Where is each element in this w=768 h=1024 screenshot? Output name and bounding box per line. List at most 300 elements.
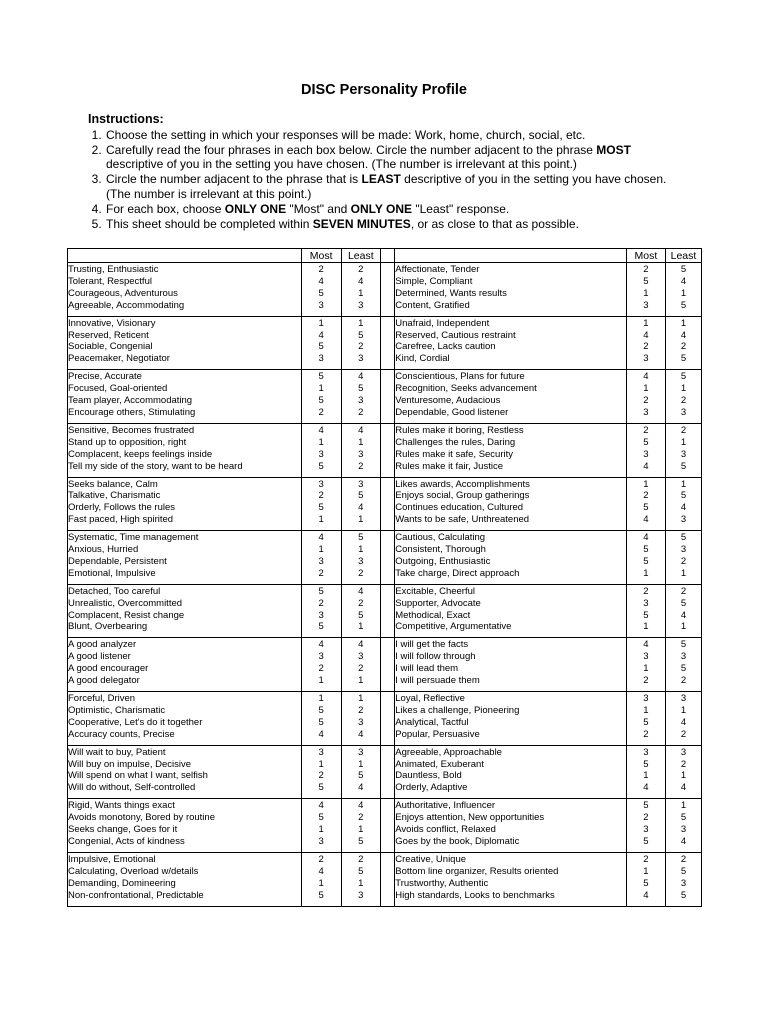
most-number[interactable]: 2 bbox=[643, 264, 649, 275]
most-number[interactable]: 4 bbox=[318, 275, 324, 287]
most-number[interactable]: 1 bbox=[643, 704, 649, 716]
least-number[interactable]: 1 bbox=[358, 824, 364, 836]
least-number[interactable]: 3 bbox=[358, 448, 364, 460]
least-number[interactable]: 2 bbox=[680, 585, 687, 597]
least-number[interactable]: 3 bbox=[680, 448, 687, 460]
least-number[interactable]: 4 bbox=[358, 639, 364, 651]
least-number[interactable]: 3 bbox=[680, 877, 687, 889]
separator-cell bbox=[380, 745, 394, 799]
least-number[interactable]: 4 bbox=[358, 502, 364, 514]
least-number[interactable]: 5 bbox=[358, 329, 364, 341]
phrase: Non-confrontational, Predictable bbox=[68, 889, 204, 901]
phrase: Wants to be safe, Unthreatened bbox=[395, 514, 530, 526]
least-cell-right bbox=[665, 423, 701, 477]
most-cell-right bbox=[626, 638, 665, 692]
phrase: Agreeable, Accommodating bbox=[68, 299, 185, 311]
phrase: Accuracy counts, Precise bbox=[68, 728, 175, 740]
instruction-text: descriptive of you in the setting you have chosen. (The number is irrelevant at this point.) bbox=[106, 157, 577, 172]
most-number[interactable]: 4 bbox=[643, 514, 649, 526]
phrase: A good listener bbox=[68, 651, 131, 663]
table-row bbox=[68, 423, 702, 477]
most-number[interactable]: 4 bbox=[318, 329, 324, 341]
least-number[interactable]: 5 bbox=[680, 865, 687, 877]
most-number[interactable]: 1 bbox=[318, 877, 324, 889]
least-number[interactable]: 2 bbox=[680, 424, 687, 436]
most-cell-right bbox=[626, 477, 665, 531]
instruction-text: descriptive of you in the setting you have chosen. (The number is irrelevant at this point.) bbox=[106, 172, 667, 201]
most-cell-right bbox=[626, 799, 665, 853]
most-number[interactable]: 2 bbox=[643, 490, 649, 502]
most-number[interactable]: 4 bbox=[643, 532, 649, 544]
most-number[interactable]: 4 bbox=[643, 782, 649, 794]
phrase: Will buy on impulse, Decisive bbox=[68, 758, 192, 770]
least-number[interactable]: 2 bbox=[358, 812, 364, 824]
least-number[interactable]: 4 bbox=[358, 371, 364, 383]
separator-cell bbox=[380, 423, 394, 477]
least-number[interactable]: 1 bbox=[358, 544, 364, 556]
most-number[interactable]: 1 bbox=[643, 567, 649, 579]
most-number[interactable]: 2 bbox=[318, 597, 324, 609]
most-number[interactable]: 5 bbox=[643, 436, 649, 448]
most-cell-left bbox=[301, 263, 341, 317]
most-number[interactable]: 1 bbox=[643, 621, 649, 633]
phrase-cell-left bbox=[68, 263, 302, 317]
most-number[interactable]: 2 bbox=[318, 567, 324, 579]
most-number[interactable]: 2 bbox=[643, 853, 649, 865]
least-number[interactable]: 5 bbox=[680, 812, 687, 824]
most-number[interactable]: 3 bbox=[318, 746, 324, 758]
least-cell-left bbox=[341, 477, 380, 531]
phrase-cell-left bbox=[68, 584, 302, 638]
least-number[interactable]: 3 bbox=[358, 889, 364, 901]
most-number[interactable]: 3 bbox=[318, 555, 324, 567]
least-number[interactable]: 3 bbox=[680, 406, 687, 418]
most-number[interactable]: 1 bbox=[643, 317, 649, 329]
most-cell-left bbox=[301, 638, 341, 692]
instruction-emphasis: SEVEN MINUTES bbox=[312, 216, 411, 231]
phrase: Stand up to opposition, right bbox=[68, 436, 187, 448]
table-row bbox=[68, 584, 702, 638]
least-number[interactable]: 5 bbox=[680, 299, 687, 311]
most-number[interactable]: 5 bbox=[643, 835, 649, 847]
least-number[interactable]: 5 bbox=[358, 770, 364, 782]
least-number[interactable]: 4 bbox=[358, 424, 364, 436]
most-number[interactable]: 1 bbox=[318, 317, 324, 329]
most-number[interactable]: 3 bbox=[318, 835, 324, 847]
phrase-cell-right bbox=[395, 423, 627, 477]
phrase: Focused, Goal-oriented bbox=[68, 383, 168, 395]
phrase: Reserved, Reticent bbox=[68, 329, 149, 341]
phrase: Anxious, Hurried bbox=[68, 544, 139, 556]
least-number[interactable]: 2 bbox=[358, 406, 364, 418]
most-number[interactable]: 4 bbox=[318, 728, 324, 740]
most-number[interactable]: 4 bbox=[318, 865, 324, 877]
most-number[interactable]: 3 bbox=[643, 651, 649, 663]
least-number[interactable]: 1 bbox=[680, 383, 687, 395]
least-number[interactable]: 5 bbox=[680, 532, 687, 544]
phrase: A good delegator bbox=[68, 675, 140, 687]
least-number[interactable]: 2 bbox=[358, 567, 364, 579]
least-number[interactable]: 3 bbox=[358, 555, 364, 567]
least-number[interactable]: 1 bbox=[680, 621, 687, 633]
most-number[interactable]: 3 bbox=[318, 609, 324, 621]
most-number[interactable]: 3 bbox=[318, 448, 324, 460]
least-cell-left bbox=[341, 423, 380, 477]
header-separator bbox=[380, 249, 394, 263]
most-number[interactable]: 5 bbox=[643, 544, 649, 556]
least-number[interactable]: 2 bbox=[680, 395, 687, 407]
phrase: Demanding, Domineering bbox=[68, 877, 176, 889]
most-number[interactable]: 3 bbox=[318, 353, 324, 365]
least-cell-right bbox=[665, 477, 701, 531]
least-number[interactable]: 3 bbox=[358, 478, 364, 490]
least-number[interactable]: 2 bbox=[680, 675, 687, 687]
phrase: Creative, Unique bbox=[395, 853, 467, 865]
least-cell-left bbox=[341, 370, 380, 424]
least-number[interactable]: 1 bbox=[358, 675, 364, 687]
phrase: Calculating, Overload w/details bbox=[68, 865, 199, 877]
most-number[interactable]: 2 bbox=[643, 812, 649, 824]
separator-cell bbox=[380, 531, 394, 585]
most-number[interactable]: 3 bbox=[643, 299, 649, 311]
phrase: Congenial, Acts of kindness bbox=[68, 835, 185, 847]
most-number[interactable]: 4 bbox=[643, 371, 649, 383]
separator-cell bbox=[380, 263, 394, 317]
most-number[interactable]: 5 bbox=[643, 800, 649, 812]
most-number[interactable]: 5 bbox=[318, 716, 324, 728]
least-number[interactable]: 4 bbox=[358, 800, 364, 812]
phrase: Carefree, Lacks caution bbox=[395, 341, 496, 353]
phrase-cell-left bbox=[68, 852, 302, 906]
most-number[interactable]: 3 bbox=[318, 478, 324, 490]
least-number[interactable]: 5 bbox=[358, 865, 364, 877]
least-number[interactable]: 1 bbox=[358, 514, 364, 526]
least-number[interactable]: 3 bbox=[358, 716, 364, 728]
least-number[interactable]: 3 bbox=[680, 746, 687, 758]
most-number[interactable]: 5 bbox=[643, 716, 649, 728]
phrase-cell-right bbox=[395, 852, 627, 906]
least-number[interactable]: 2 bbox=[358, 853, 364, 865]
phrase: Challenges the rules, Daring bbox=[395, 436, 516, 448]
least-number[interactable]: 1 bbox=[358, 877, 364, 889]
most-cell-left bbox=[301, 531, 341, 585]
most-number[interactable]: 1 bbox=[643, 478, 649, 490]
header-blank-right bbox=[395, 249, 627, 263]
most-number[interactable]: 5 bbox=[643, 609, 649, 621]
least-number[interactable]: 4 bbox=[358, 275, 364, 287]
most-number[interactable]: 5 bbox=[318, 460, 324, 472]
most-number[interactable]: 5 bbox=[318, 395, 324, 407]
least-number[interactable]: 4 bbox=[358, 585, 364, 597]
least-cell-right bbox=[665, 799, 701, 853]
phrase: Innovative, Visionary bbox=[68, 317, 156, 329]
header-least-left: Least bbox=[341, 249, 380, 263]
most-number[interactable]: 4 bbox=[643, 889, 649, 901]
separator-cell bbox=[380, 370, 394, 424]
most-cell-left bbox=[301, 316, 341, 370]
most-number[interactable]: 2 bbox=[643, 424, 649, 436]
least-number[interactable]: 1 bbox=[680, 317, 687, 329]
most-number[interactable]: 2 bbox=[318, 853, 324, 865]
most-number[interactable]: 5 bbox=[643, 877, 649, 889]
least-number[interactable]: 3 bbox=[680, 514, 687, 526]
most-number[interactable]: 5 bbox=[643, 555, 649, 567]
most-number[interactable]: 5 bbox=[318, 585, 324, 597]
least-number[interactable]: 2 bbox=[680, 853, 687, 865]
least-number[interactable]: 1 bbox=[358, 758, 364, 770]
least-number[interactable]: 5 bbox=[358, 490, 364, 502]
least-number[interactable]: 3 bbox=[680, 693, 687, 704]
phrase: Avoids conflict, Relaxed bbox=[395, 824, 496, 836]
phrase: Seeks change, Goes for it bbox=[68, 824, 178, 836]
most-number[interactable]: 2 bbox=[318, 406, 324, 418]
least-number[interactable]: 1 bbox=[680, 770, 687, 782]
least-number[interactable]: 3 bbox=[358, 299, 364, 311]
most-number[interactable]: 5 bbox=[318, 782, 324, 794]
most-number[interactable]: 4 bbox=[318, 532, 324, 544]
most-cell-left bbox=[301, 370, 341, 424]
least-number[interactable]: 4 bbox=[680, 502, 687, 514]
most-number[interactable]: 5 bbox=[318, 371, 324, 383]
phrase: Forceful, Driven bbox=[68, 693, 136, 704]
phrase-cell-right bbox=[395, 370, 627, 424]
least-number[interactable]: 2 bbox=[358, 663, 364, 675]
most-number[interactable]: 3 bbox=[643, 693, 649, 704]
phrase: Content, Gratified bbox=[395, 299, 470, 311]
least-number[interactable]: 1 bbox=[680, 704, 687, 716]
phrase: A good encourager bbox=[68, 663, 149, 675]
least-number[interactable]: 5 bbox=[680, 663, 687, 675]
least-number[interactable]: 4 bbox=[680, 716, 687, 728]
most-number[interactable]: 5 bbox=[318, 704, 324, 716]
most-number[interactable]: 4 bbox=[643, 639, 649, 651]
most-number[interactable]: 1 bbox=[318, 383, 324, 395]
most-number[interactable]: 2 bbox=[643, 395, 649, 407]
most-number[interactable]: 3 bbox=[643, 746, 649, 758]
least-number[interactable]: 5 bbox=[358, 532, 364, 544]
most-cell-left bbox=[301, 423, 341, 477]
most-number[interactable]: 1 bbox=[318, 544, 324, 556]
page-title: DISC Personality Profile bbox=[301, 82, 467, 98]
table-row bbox=[68, 531, 702, 585]
phrase-cell-left bbox=[68, 316, 302, 370]
least-cell-left bbox=[341, 799, 380, 853]
most-number[interactable]: 1 bbox=[643, 663, 649, 675]
least-number[interactable]: 1 bbox=[680, 436, 687, 448]
most-number[interactable]: 5 bbox=[318, 812, 324, 824]
header-blank-left bbox=[68, 249, 302, 263]
least-number[interactable]: 2 bbox=[680, 555, 687, 567]
least-number[interactable]: 5 bbox=[680, 353, 687, 365]
instruction-emphasis: LEAST bbox=[361, 172, 401, 187]
most-number[interactable]: 2 bbox=[643, 585, 649, 597]
least-number[interactable]: 3 bbox=[358, 651, 364, 663]
most-number[interactable]: 4 bbox=[643, 460, 649, 472]
most-cell-left bbox=[301, 745, 341, 799]
most-number[interactable]: 3 bbox=[643, 824, 649, 836]
table-row bbox=[68, 745, 702, 799]
phrase: Reserved, Cautious restraint bbox=[395, 329, 516, 341]
phrase: Excitable, Cheerful bbox=[395, 585, 475, 597]
least-number[interactable]: 2 bbox=[358, 704, 364, 716]
phrase: Dependable, Good listener bbox=[395, 406, 509, 418]
phrase-cell-left bbox=[68, 477, 302, 531]
least-number[interactable]: 5 bbox=[680, 371, 687, 383]
most-number[interactable]: 1 bbox=[318, 693, 324, 704]
most-number[interactable]: 3 bbox=[643, 406, 649, 418]
most-number[interactable]: 5 bbox=[318, 502, 324, 514]
least-number[interactable]: 2 bbox=[358, 341, 364, 353]
least-number[interactable]: 5 bbox=[680, 460, 687, 472]
least-number[interactable]: 1 bbox=[358, 287, 364, 299]
least-number[interactable]: 5 bbox=[358, 383, 364, 395]
least-number[interactable]: 3 bbox=[680, 824, 687, 836]
instructions-list bbox=[88, 128, 688, 232]
most-number[interactable]: 1 bbox=[318, 514, 324, 526]
phrase-cell-left bbox=[68, 370, 302, 424]
least-cell-right bbox=[665, 852, 701, 906]
most-number[interactable]: 1 bbox=[643, 383, 649, 395]
most-number[interactable]: 3 bbox=[643, 353, 649, 365]
least-number[interactable]: 1 bbox=[680, 800, 687, 812]
least-number[interactable]: 2 bbox=[680, 728, 687, 740]
phrase: Likes awards, Accomplishments bbox=[395, 478, 530, 490]
least-number[interactable]: 3 bbox=[680, 651, 687, 663]
least-number[interactable]: 3 bbox=[358, 353, 364, 365]
phrase: Methodical, Exact bbox=[395, 609, 471, 621]
least-number[interactable]: 5 bbox=[680, 639, 687, 651]
phrase: Conscientious, Plans for future bbox=[395, 371, 525, 383]
most-number[interactable]: 2 bbox=[643, 728, 649, 740]
phrase: Tolerant, Respectful bbox=[68, 275, 152, 287]
instruction-text: Circle the number adjacent to the phrase that is bbox=[106, 172, 362, 187]
instruction-text: Carefully read the four phrases in each box below. Circle the number adjacent to the phrase bbox=[106, 142, 597, 157]
phrase: Complacent, Resist change bbox=[68, 609, 185, 621]
instructions-heading: Instructions: bbox=[88, 112, 164, 126]
instructions bbox=[88, 112, 688, 231]
most-number[interactable]: 4 bbox=[318, 639, 324, 651]
phrase: Optimistic, Charismatic bbox=[68, 704, 166, 716]
most-number[interactable]: 3 bbox=[318, 651, 324, 663]
most-number[interactable]: 2 bbox=[318, 770, 324, 782]
least-number[interactable]: 5 bbox=[358, 835, 364, 847]
most-number[interactable]: 5 bbox=[318, 287, 324, 299]
most-number[interactable]: 5 bbox=[318, 621, 324, 633]
most-number[interactable]: 5 bbox=[643, 502, 649, 514]
phrase: Likes a challenge, Pioneering bbox=[395, 704, 520, 716]
phrase-cell-left bbox=[68, 638, 302, 692]
least-number[interactable]: 5 bbox=[358, 609, 364, 621]
least-number[interactable]: 4 bbox=[358, 782, 364, 794]
most-number[interactable]: 1 bbox=[643, 287, 649, 299]
phrase: Emotional, Impulsive bbox=[68, 567, 156, 579]
most-number[interactable]: 1 bbox=[643, 770, 649, 782]
least-number[interactable]: 1 bbox=[680, 478, 687, 490]
instruction-text: "Most" and bbox=[286, 201, 351, 216]
header-most-left: Most bbox=[301, 249, 341, 263]
least-number[interactable]: 1 bbox=[358, 317, 364, 329]
most-number[interactable]: 3 bbox=[643, 597, 649, 609]
most-number[interactable]: 1 bbox=[318, 758, 324, 770]
phrase: Enjoys social, Group gatherings bbox=[395, 490, 530, 502]
least-number[interactable]: 4 bbox=[358, 728, 364, 740]
phrase: Encourage others, Stimulating bbox=[68, 406, 196, 418]
least-number[interactable]: 4 bbox=[680, 609, 687, 621]
most-number[interactable]: 1 bbox=[318, 824, 324, 836]
most-cell-left bbox=[301, 692, 341, 746]
least-number[interactable]: 5 bbox=[680, 490, 687, 502]
phrase: Rules make it safe, Security bbox=[395, 448, 514, 460]
least-number[interactable]: 2 bbox=[680, 341, 687, 353]
least-number[interactable]: 2 bbox=[358, 597, 364, 609]
least-number[interactable]: 5 bbox=[680, 597, 687, 609]
most-number[interactable]: 1 bbox=[643, 865, 649, 877]
most-number[interactable]: 3 bbox=[318, 299, 324, 311]
table-row bbox=[68, 638, 702, 692]
most-number[interactable]: 3 bbox=[643, 448, 649, 460]
phrase: I will get the facts bbox=[395, 639, 469, 651]
most-number[interactable]: 2 bbox=[318, 490, 324, 502]
least-number[interactable]: 2 bbox=[680, 758, 687, 770]
phrase: Sociable, Congenial bbox=[68, 341, 153, 353]
least-number[interactable]: 1 bbox=[358, 621, 364, 633]
most-number[interactable]: 4 bbox=[643, 329, 649, 341]
least-number[interactable]: 4 bbox=[680, 835, 687, 847]
least-number[interactable]: 4 bbox=[680, 782, 687, 794]
least-number[interactable]: 1 bbox=[680, 567, 687, 579]
phrase: Rules make it boring, Restless bbox=[395, 424, 524, 436]
phrase: Continues education, Cultured bbox=[395, 502, 524, 514]
most-number[interactable]: 2 bbox=[643, 675, 649, 687]
most-number[interactable]: 1 bbox=[318, 675, 324, 687]
least-number[interactable]: 3 bbox=[358, 395, 364, 407]
instruction-text: For each box, choose bbox=[106, 201, 225, 216]
most-number[interactable]: 2 bbox=[643, 341, 649, 353]
phrase-cell-right bbox=[395, 531, 627, 585]
table-header-row bbox=[68, 249, 702, 263]
phrase: Seeks balance, Calm bbox=[68, 478, 158, 490]
least-number[interactable]: 1 bbox=[680, 287, 687, 299]
least-number[interactable]: 4 bbox=[680, 329, 687, 341]
most-number[interactable]: 5 bbox=[318, 341, 324, 353]
least-number[interactable]: 2 bbox=[358, 264, 364, 275]
least-number[interactable]: 5 bbox=[680, 889, 687, 901]
most-cell-right bbox=[626, 370, 665, 424]
least-cell-left bbox=[341, 584, 380, 638]
least-number[interactable]: 3 bbox=[358, 746, 364, 758]
phrase: Will spend on what I want, selfish bbox=[68, 770, 208, 782]
least-number[interactable]: 4 bbox=[680, 275, 687, 287]
instruction-item bbox=[105, 217, 688, 232]
least-number[interactable]: 2 bbox=[358, 460, 364, 472]
most-number[interactable]: 4 bbox=[318, 424, 324, 436]
phrase: Unafraid, Independent bbox=[395, 317, 490, 329]
least-cell-left bbox=[341, 638, 380, 692]
least-number[interactable]: 1 bbox=[358, 693, 364, 704]
phrase: Sensitive, Becomes frustrated bbox=[68, 424, 195, 436]
phrase: I will follow through bbox=[395, 651, 476, 663]
most-number[interactable]: 5 bbox=[643, 758, 649, 770]
least-number[interactable]: 1 bbox=[358, 436, 364, 448]
least-number[interactable]: 5 bbox=[680, 264, 687, 275]
most-number[interactable]: 2 bbox=[318, 663, 324, 675]
most-number[interactable]: 5 bbox=[318, 889, 324, 901]
most-number[interactable]: 2 bbox=[318, 264, 324, 275]
least-number[interactable]: 3 bbox=[680, 544, 687, 556]
most-number[interactable]: 1 bbox=[318, 436, 324, 448]
most-number[interactable]: 4 bbox=[318, 800, 324, 812]
most-number[interactable]: 5 bbox=[643, 275, 649, 287]
